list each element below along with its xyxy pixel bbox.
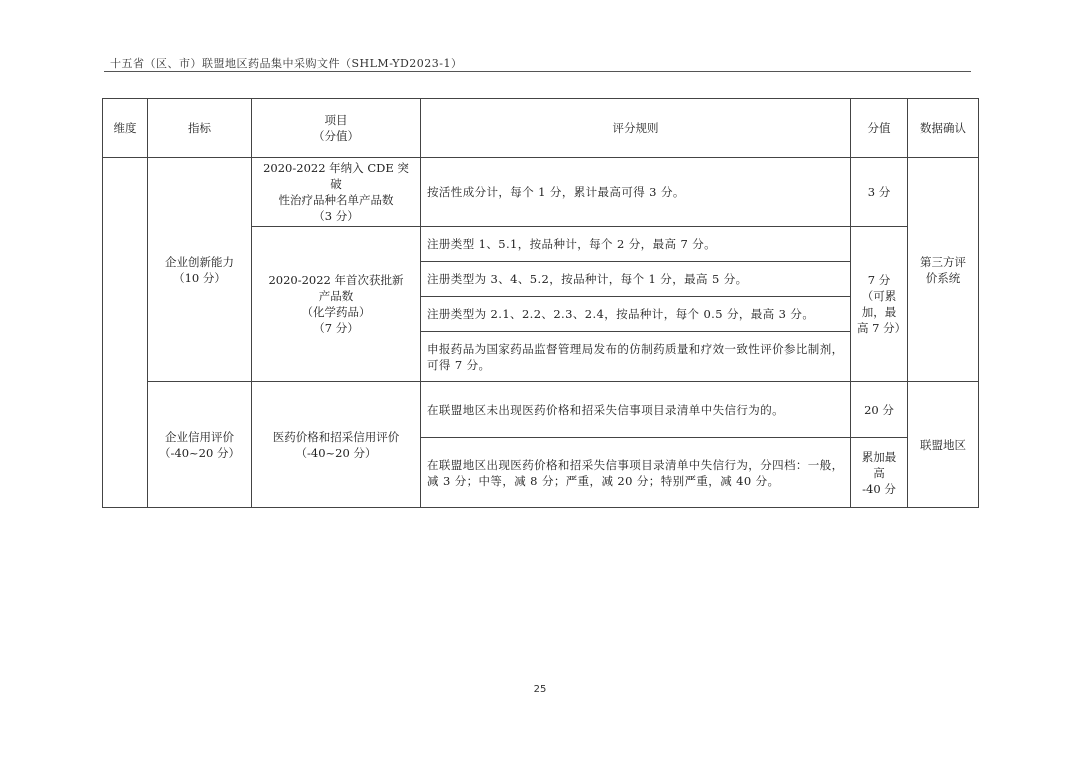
header-divider <box>104 71 971 72</box>
item-cde-breakthrough: 2020-2022 年纳入 CDE 突破 性治疗品种名单产品数 （3 分） <box>252 158 421 227</box>
item-new-approvals: 2020-2022 年首次获批新 产品数 （化学药品） （7 分） <box>252 227 421 382</box>
confirm-alliance-region: 联盟地区 <box>908 382 979 508</box>
score-cde-breakthrough: 3 分 <box>851 158 908 227</box>
score-no-dishonesty: 20 分 <box>851 382 908 438</box>
rule-dishonesty-levels: 在联盟地区出现医药价格和招采失信事项目录清单中失信行为，分四档：一般，减 3 分；中等，减 8 分；严重，减 20 分；特别严重，减 40 分。 <box>421 438 851 508</box>
rule-no-dishonesty: 在联盟地区未出现医药价格和招采失信事项目录清单中失信行为的。 <box>421 382 851 438</box>
column-header-item-label: 项目 <box>324 113 348 127</box>
indicator-innovation: 企业创新能力 （10 分） <box>148 158 252 382</box>
indicator-credit: 企业信用评价 （-40~20 分） <box>148 382 252 508</box>
score-new-approvals: 7 分 （可累 加，最 高 7 分） <box>851 227 908 382</box>
running-header: 十五省（区、市）联盟地区药品集中采购文件（SHLM-YD2023-1） <box>110 57 463 70</box>
column-header-confirm: 数据确认 <box>908 99 979 158</box>
confirm-third-party: 第三方评 价系统 <box>908 158 979 382</box>
table-row <box>103 382 979 438</box>
column-header-dimension: 维度 <box>103 99 148 158</box>
rule-cde-breakthrough: 按活性成分计，每个 1 分，累计最高可得 3 分。 <box>421 158 851 227</box>
score-dishonesty-levels: 累加最 高 -40 分 <box>851 438 908 508</box>
dimension-cell <box>103 158 148 508</box>
table-row <box>103 158 979 227</box>
page-number: 25 <box>533 684 547 695</box>
rule-reference-preparation: 申报药品为国家药品监督管理局发布的仿制药质量和疗效一致性评价参比制剂，可得 7 分。 <box>421 332 851 382</box>
rule-reg-type-2: 注册类型为 2.1、2.2、2.3、2.4，按品种计，每个 0.5 分，最高 3 分。 <box>421 297 851 332</box>
rule-reg-type-3: 注册类型为 3、4、5.2，按品种计，每个 1 分，最高 5 分。 <box>421 262 851 297</box>
column-header-score: 分值 <box>851 99 908 158</box>
column-header-item-score-label: （分值） <box>313 129 359 143</box>
column-header-rule: 评分规则 <box>421 99 851 158</box>
rule-reg-type-1: 注册类型 1、5.1，按品种计，每个 2 分，最高 7 分。 <box>421 227 851 262</box>
table-header-row <box>103 99 979 158</box>
column-header-item <box>252 99 421 158</box>
item-credit-evaluation: 医药价格和招采信用评价 （-40~20 分） <box>252 382 421 508</box>
scoring-table <box>102 98 979 508</box>
column-header-indicator: 指标 <box>148 99 252 158</box>
